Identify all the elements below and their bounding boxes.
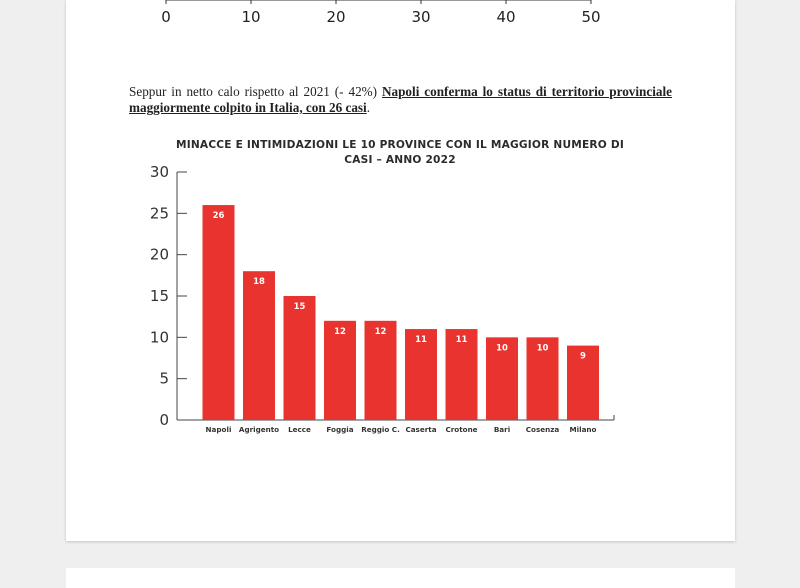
previous-axis-tick-label: 20 <box>326 8 346 26</box>
bar-value-label: 11 <box>455 335 468 346</box>
x-category-label: Lecce <box>288 425 311 434</box>
x-category-label: Cosenza <box>525 425 560 434</box>
bar-value-label: 12 <box>374 326 387 337</box>
bar-value-label: 12 <box>334 326 346 337</box>
previous-axis-tick-label: 10 <box>241 8 261 26</box>
paragraph-end: . <box>366 99 371 115</box>
previous-axis-tick-label: 30 <box>411 8 431 26</box>
y-tick-label: 5 <box>159 369 169 388</box>
bar <box>284 296 316 420</box>
y-tick-label: 25 <box>149 204 169 223</box>
bar-value-label: 10 <box>536 343 549 354</box>
bar <box>243 271 275 420</box>
x-category-label: Milano <box>569 425 597 434</box>
bar-value-label: 26 <box>212 211 225 222</box>
x-category-label: Crotone <box>445 425 478 434</box>
y-tick-label: 15 <box>149 287 169 305</box>
paragraph-highlight: Napoli conferma lo status di territorio provinciale maggiormente colpito in Italia, con 26 casi <box>129 84 673 115</box>
previous-axis-tick-label: 40 <box>496 8 516 26</box>
y-tick-label: 20 <box>149 245 169 264</box>
bar-value-label: 18 <box>253 277 265 288</box>
y-tick-label: 10 <box>149 328 169 347</box>
bar-value-label: 15 <box>293 302 306 312</box>
previous-axis-tick-label: 0 <box>161 8 171 26</box>
y-tick-label: 30 <box>149 163 169 181</box>
x-category-label: Agrigento <box>238 425 280 434</box>
bar-value-label: 11 <box>415 335 427 346</box>
x-category-label: Reggio C. <box>361 425 400 434</box>
previous-axis-tick-label: 50 <box>581 8 601 26</box>
x-category-label: Foggia <box>326 425 354 434</box>
chart-bars <box>203 205 600 434</box>
bar <box>203 205 235 420</box>
bar-value-label: 9 <box>580 351 586 362</box>
x-category-label: Caserta <box>405 425 437 434</box>
x-category-label: Napoli <box>205 425 232 434</box>
y-tick-label: 0 <box>159 411 169 429</box>
chart-title-line1: MINACCE E INTIMIDAZIONI LE 10 PROVINCE CON IL MAGGIOR NUMERO DI <box>175 139 625 151</box>
x-category-label: Bari <box>493 425 511 434</box>
chart-title-line2: CASI – ANNO 2022 <box>344 154 456 166</box>
paragraph-lead: Seppur in netto calo rispetto al 2021 (- 42%) <box>129 84 378 100</box>
bar-value-label: 10 <box>496 343 508 354</box>
